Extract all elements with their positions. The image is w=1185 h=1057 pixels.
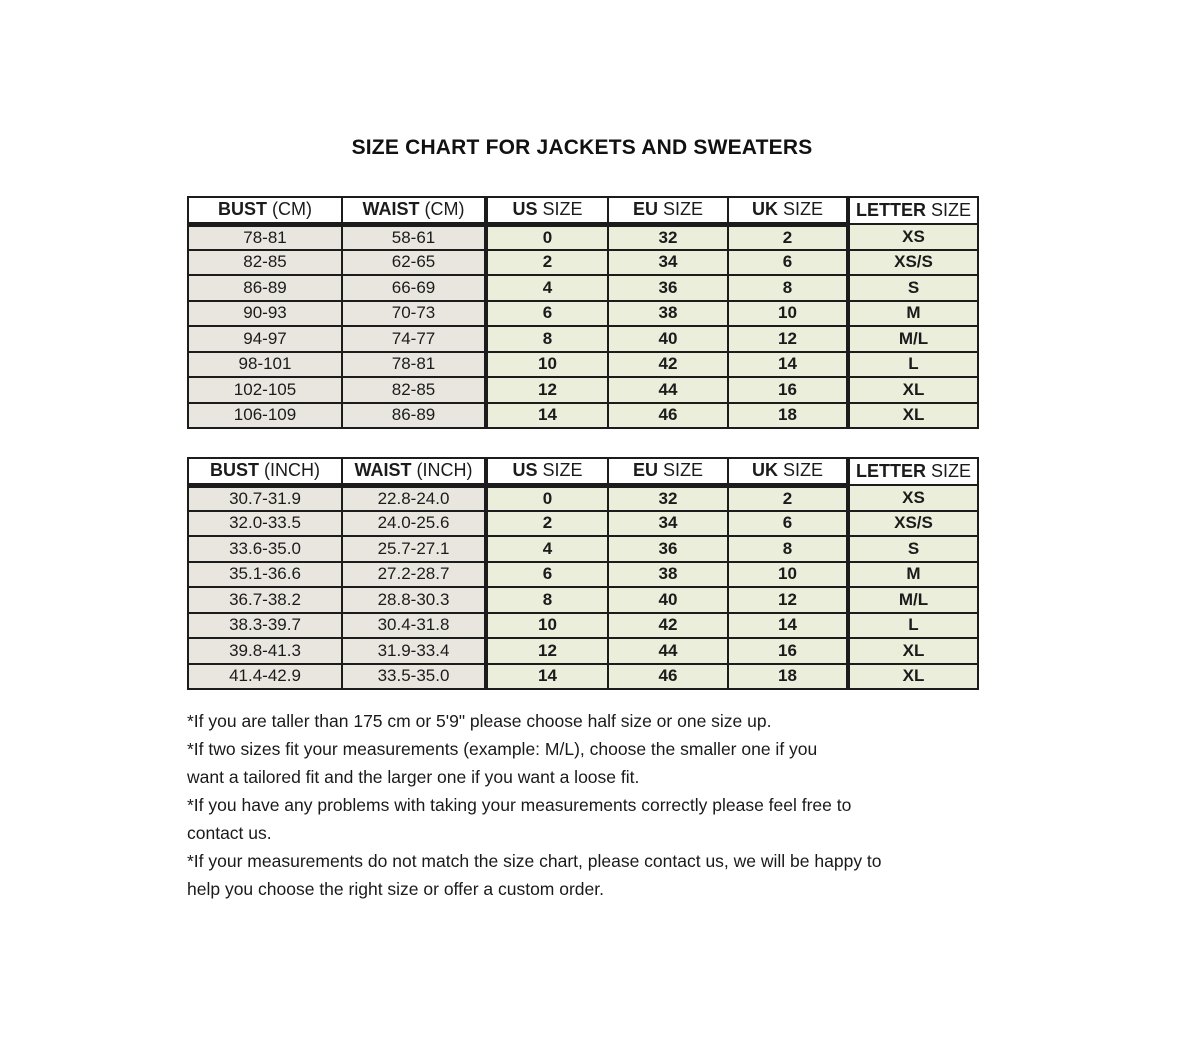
column-header-bold-word: BUST bbox=[210, 460, 259, 481]
footnote bbox=[187, 847, 987, 903]
table-cell: 28.8-30.3 bbox=[342, 587, 486, 613]
table-cell: 82-85 bbox=[188, 250, 342, 276]
table-cell: 2 bbox=[486, 250, 608, 276]
table-cell: XL bbox=[848, 664, 978, 690]
column-header: LETTER SIZE bbox=[848, 458, 978, 485]
table-cell: 44 bbox=[608, 377, 728, 403]
table-cell: 8 bbox=[728, 536, 848, 562]
header-row bbox=[188, 197, 978, 224]
table-cell: 58-61 bbox=[342, 224, 486, 250]
table-cell: 36 bbox=[608, 275, 728, 301]
column-header-bold-word: UK bbox=[751, 199, 778, 220]
table-cell: M bbox=[848, 562, 978, 588]
table-cell: 106-109 bbox=[188, 403, 342, 429]
table-cell: 62-65 bbox=[342, 250, 486, 276]
table-cell: 6 bbox=[486, 301, 608, 327]
table-cell: 18 bbox=[728, 664, 848, 690]
table-cell: 27.2-28.7 bbox=[342, 562, 486, 588]
table-cell: 16 bbox=[728, 638, 848, 664]
table-cell: 6 bbox=[728, 511, 848, 537]
column-header-bold-word: LETTER bbox=[855, 461, 926, 481]
table-cell: 41.4-42.9 bbox=[188, 664, 342, 690]
column-header: LETTER SIZE bbox=[848, 197, 978, 224]
table-cell: 42 bbox=[608, 613, 728, 639]
table-cell: 39.8-41.3 bbox=[188, 638, 342, 664]
table-cell: 44 bbox=[608, 638, 728, 664]
table-cell: 38.3-39.7 bbox=[188, 613, 342, 639]
table-cell: XL bbox=[848, 638, 978, 664]
table-body bbox=[188, 224, 978, 428]
table-cell: 10 bbox=[486, 613, 608, 639]
table-cell: 14 bbox=[486, 403, 608, 429]
table-cell: 86-89 bbox=[342, 403, 486, 429]
table-cell: XS/S bbox=[848, 511, 978, 537]
table-cell: 12 bbox=[728, 587, 848, 613]
table-cell: 2 bbox=[728, 224, 848, 250]
table-cell: 24.0-25.6 bbox=[342, 511, 486, 537]
column-header-bold-word: LETTER bbox=[855, 200, 926, 220]
column-header: BUST (CM) bbox=[188, 197, 342, 224]
table-cell: 74-77 bbox=[342, 326, 486, 352]
footnote bbox=[187, 735, 987, 791]
table-cell: 35.1-36.6 bbox=[188, 562, 342, 588]
table-row bbox=[188, 352, 978, 378]
table-cell: 46 bbox=[608, 403, 728, 429]
column-header-bold-word: EU bbox=[632, 199, 658, 220]
table-cell: 8 bbox=[486, 326, 608, 352]
footnote-line: *If two sizes fit your measurements (example: M/L), choose the smaller one if you bbox=[187, 739, 818, 759]
column-header-bold-word: EU bbox=[632, 460, 658, 481]
table-cell: 78-81 bbox=[188, 224, 342, 250]
table-body bbox=[188, 485, 978, 689]
table-cell: 66-69 bbox=[342, 275, 486, 301]
table-cell: 14 bbox=[728, 613, 848, 639]
table-cell: 18 bbox=[728, 403, 848, 429]
column-header: UK SIZE bbox=[728, 458, 848, 485]
table-cell: 0 bbox=[486, 224, 608, 250]
table-cell: 38 bbox=[608, 301, 728, 327]
table-cell: 38 bbox=[608, 562, 728, 588]
table-cell: 0 bbox=[486, 485, 608, 511]
table-cell: S bbox=[848, 536, 978, 562]
footnote-line: *If you are taller than 175 cm or 5'9" please choose half size or one size up. bbox=[187, 711, 772, 731]
footnote-line: want a tailored fit and the larger one if you want a loose fit. bbox=[187, 767, 640, 787]
table-cell: L bbox=[848, 613, 978, 639]
table-cell: 10 bbox=[728, 562, 848, 588]
column-header: EU SIZE bbox=[608, 197, 728, 224]
table-cell: 32.0-33.5 bbox=[188, 511, 342, 537]
table-cell: 32 bbox=[608, 485, 728, 511]
table-row bbox=[188, 326, 978, 352]
table-cell: 90-93 bbox=[188, 301, 342, 327]
column-header: US SIZE bbox=[486, 458, 608, 485]
table-row bbox=[188, 224, 978, 250]
table-row bbox=[188, 664, 978, 690]
table-cell: M/L bbox=[848, 587, 978, 613]
column-header-bold-word: UK bbox=[751, 460, 778, 481]
column-header-bold-word: WAIST bbox=[354, 460, 412, 481]
table-cell: 34 bbox=[608, 250, 728, 276]
table-cell: 34 bbox=[608, 511, 728, 537]
table-cell: 42 bbox=[608, 352, 728, 378]
table-cell: 36 bbox=[608, 536, 728, 562]
table-cell: 10 bbox=[728, 301, 848, 327]
table-row bbox=[188, 250, 978, 276]
table-row bbox=[188, 275, 978, 301]
table-cell: XL bbox=[848, 377, 978, 403]
table-cell: 8 bbox=[486, 587, 608, 613]
table-cell: 10 bbox=[486, 352, 608, 378]
footnote-line: help you choose the right size or offer a custom order. bbox=[187, 879, 604, 899]
table-row bbox=[188, 301, 978, 327]
table-cell: 98-101 bbox=[188, 352, 342, 378]
table-cell: 8 bbox=[728, 275, 848, 301]
table-cell: 36.7-38.2 bbox=[188, 587, 342, 613]
table-cell: 30.7-31.9 bbox=[188, 485, 342, 511]
table-row bbox=[188, 536, 978, 562]
table-cell: 102-105 bbox=[188, 377, 342, 403]
page-title: SIZE CHART FOR JACKETS AND SWEATERS bbox=[351, 136, 813, 159]
footnote bbox=[187, 791, 987, 847]
table-cell: 16 bbox=[728, 377, 848, 403]
table-cell: 40 bbox=[608, 326, 728, 352]
table-cell: 12 bbox=[486, 638, 608, 664]
footnotes bbox=[187, 707, 987, 903]
table-cell: 4 bbox=[486, 536, 608, 562]
table-row bbox=[188, 511, 978, 537]
table-cell: 2 bbox=[728, 485, 848, 511]
table-cell: 46 bbox=[608, 664, 728, 690]
table-cell: 32 bbox=[608, 224, 728, 250]
table-cell: L bbox=[848, 352, 978, 378]
table-row bbox=[188, 587, 978, 613]
column-header: WAIST (CM) bbox=[342, 197, 486, 224]
table-row bbox=[188, 377, 978, 403]
size-table-inch bbox=[187, 457, 979, 690]
table-row bbox=[188, 485, 978, 511]
table-cell: XS bbox=[848, 224, 978, 250]
footnote-line: *If your measurements do not match the size chart, please contact us, we will be happy to bbox=[187, 851, 882, 871]
column-header-bold-word: US bbox=[512, 460, 538, 481]
column-header: WAIST (INCH) bbox=[342, 458, 486, 485]
table-cell: 22.8-24.0 bbox=[342, 485, 486, 511]
table-cell: 2 bbox=[486, 511, 608, 537]
header-row bbox=[188, 458, 978, 485]
column-header: UK SIZE bbox=[728, 197, 848, 224]
table-cell: 30.4-31.8 bbox=[342, 613, 486, 639]
column-header: US SIZE bbox=[486, 197, 608, 224]
table-cell: 31.9-33.4 bbox=[342, 638, 486, 664]
table-cell: 14 bbox=[728, 352, 848, 378]
table-cell: 33.6-35.0 bbox=[188, 536, 342, 562]
table-cell: 86-89 bbox=[188, 275, 342, 301]
table-cell: M/L bbox=[848, 326, 978, 352]
table-row bbox=[188, 638, 978, 664]
table-cell: 82-85 bbox=[342, 377, 486, 403]
column-header-bold-word: BUST bbox=[218, 199, 267, 220]
table-cell: 25.7-27.1 bbox=[342, 536, 486, 562]
table-cell: 12 bbox=[728, 326, 848, 352]
footnote bbox=[187, 707, 987, 735]
column-header: EU SIZE bbox=[608, 458, 728, 485]
table-cell: 6 bbox=[728, 250, 848, 276]
table-cell: XL bbox=[848, 403, 978, 429]
table-row bbox=[188, 613, 978, 639]
document-content bbox=[187, 136, 987, 903]
column-header-bold-word: US bbox=[512, 199, 538, 220]
table-cell: S bbox=[848, 275, 978, 301]
column-header: BUST (INCH) bbox=[188, 458, 342, 485]
table-cell: 14 bbox=[486, 664, 608, 690]
footnote-line: *If you have any problems with taking your measurements correctly please feel free to bbox=[187, 795, 852, 815]
size-table-cm bbox=[187, 196, 979, 429]
table-cell: 70-73 bbox=[342, 301, 486, 327]
table-cell: 78-81 bbox=[342, 352, 486, 378]
column-header-bold-word: WAIST bbox=[362, 199, 420, 220]
footnote-line: contact us. bbox=[187, 823, 272, 843]
table-cell: 6 bbox=[486, 562, 608, 588]
table-cell: 94-97 bbox=[188, 326, 342, 352]
table-cell: 4 bbox=[486, 275, 608, 301]
table-cell: XS/S bbox=[848, 250, 978, 276]
table-row bbox=[188, 403, 978, 429]
table-cell: 40 bbox=[608, 587, 728, 613]
table-cell: 33.5-35.0 bbox=[342, 664, 486, 690]
table-cell: M bbox=[848, 301, 978, 327]
table-cell: 12 bbox=[486, 377, 608, 403]
table-cell: XS bbox=[848, 485, 978, 511]
table-row bbox=[188, 562, 978, 588]
